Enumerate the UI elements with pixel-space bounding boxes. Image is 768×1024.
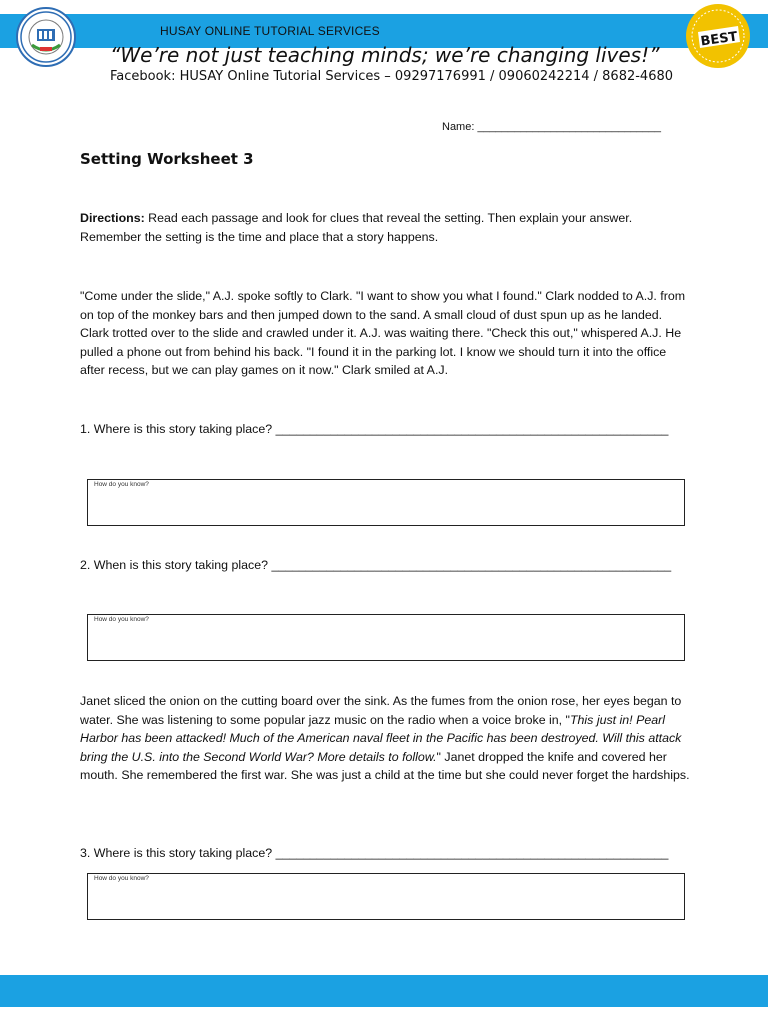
question-1: 1. Where is this story taking place? _________________________________________________________ [80,422,669,436]
answer-box-3[interactable] [87,873,685,920]
best-badge-logo [684,2,752,70]
badge-text: BEST [699,29,739,50]
org-name: HUSAY ONLINE TUTORIAL SERVICES [160,24,380,38]
passage-2-end: " Janet dropped the knife and covered her mouth. She remembered the first war. She was just a child at the time but she could never forget the hardships. [80,749,690,783]
question-3: 3. Where is this story taking place? _________________________________________________________ [80,846,669,860]
answer-box-label: How do you know? [94,481,149,488]
passage-1: "Come under the slide," A.J. spoke softly to Clark. "I want to show you what I found." Clark nodded to A.J. from on top of the monkey bars and then jumped down to the sand. A small cloud of dust spun up as he landed. Clark trotted over to the slide and crawled under it. A.J. was waiting there. "Check this out," whispered A.J. He pulled a phone out from behind his back. "I found it in the parking lot. I know we should turn it into the office after recess, but we can play games on it now." Clark smiled at A.J. [80,289,686,378]
directions-text: Read each passage and look for clues that reveal the setting. Then explain your answer. Remember the setting is the time and place that a story happens. [80,211,633,244]
name-field-line: Name: ______________________________ [442,121,661,133]
directions-paragraph [80,209,690,246]
passage-2 [80,692,690,785]
footer-bar [0,975,768,1007]
passage-2-start: Janet sliced the onion on the cutting board over the sink. As the fumes from the onion rose, her eyes began to water. She was listening to some popular jazz music on the radio when a voice broke in, " [80,694,682,727]
school-seal-logo [16,7,76,67]
answer-box-1[interactable] [87,479,685,526]
answer-box-label: How do you know? [94,875,149,882]
answer-box-2[interactable] [87,614,685,661]
directions-label: Directions: [80,211,145,225]
contact-info: Facebook: HUSAY Online Tutorial Services – 09297176991 / 09060242214 / 8682-4680 [110,69,674,84]
page-title: Setting Worksheet 3 [80,150,254,168]
answer-box-label: How do you know? [94,616,149,623]
question-2: 2. When is this story taking place? __________________________________________________________ [80,558,672,572]
slogan: “We’re not just teaching minds; we’re changing lives!” [110,43,660,67]
passage-2-radio-quote: This just in! Pearl Harbor has been attacked! Much of the American naval fleet in the Pacific has been destroyed. Will this attack bring the U.S. into the Second World War? More details to follow. [80,712,682,764]
